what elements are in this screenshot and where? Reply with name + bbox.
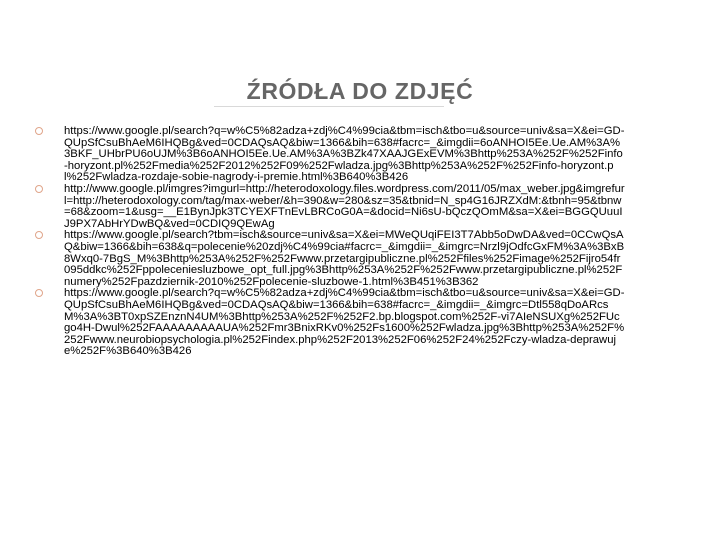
list-item <box>35 288 625 358</box>
source-link-list <box>35 126 625 358</box>
source-link[interactable]: http://www.google.pl/imgres?imgurl=http://heterodoxology.files.wordpress.com/2011/05/max_weber.jpg&imgrefurl=http://heterodoxology.com/tag/max-weber/&h=390&w=280&sz=35&tbnid=N_sp4G16JRZXdM:&tbnh=95&tbnw=68&zoom=1&usg=__E1BynJpk3TCYEXFTnEvLBRCoG0A=&docid=Ni6sU-bQczQOmM&sa=X&ei=BGGQUuuIJ9PX7AbHrYDwBQ&ved=0CDIQ9QEwAg <box>64 182 625 230</box>
source-link[interactable]: https://www.google.pl/search?q=w%C5%82adza+zdj%C4%99cia&tbm=isch&tbo=u&source=univ&sa=X&ei=GD-QUpSfCsuBhAeM6IHQBg&ved=0CDAQsAQ&biw=1366&bih=638#facrc=_&imgdii=_&imgrc=Dtl558qDoARcsM%3A%3BT0xpSZEnznN4UM%3Bhttp%253A%252F%252F2.bp.blogspot.com%252F-vi7AIeNSUXg%252FUcgo4H-Dwul%252FAAAAAAAAAUA%252Fmr3BnixRKv0%252Fs1600%252Fwladza.jpg%3Bhttp%253A%252F%252Fwww.neurobiopsychologia.pl%252Findex.php%252F2013%252F06%252F24%252Fczy-wladza-deprawuje%252F%3B640%3B426 <box>64 287 625 358</box>
circle-bullet-icon <box>35 231 43 239</box>
list-item <box>35 184 625 230</box>
list-item <box>35 230 625 288</box>
circle-bullet-icon <box>35 289 43 297</box>
source-link[interactable]: https://www.google.pl/search?q=w%C5%82adza+zdj%C4%99cia&tbm=isch&tbo=u&source=univ&sa=X&ei=GD-QUpSfCsuBhAeM6IHQBg&ved=0CDAQsAQ&biw=1366&bih=638#facrc=_&imgdii=6oANHOI5Ee.Ue.AM%3A%3BKF_UHbrPU6oUJM%3B6oANHOI5Ee.Ue.AM%3A%3BZk47XAAJGExEVM%3Bhttp%253A%252F%252Finfo-horyzont.pl%252Fmedia%252F2012%252F09%252Fwladza.jpg%3Bhttp%253A%252F%252Finfo-horyzont.pl%252Fwladza-rozdaje-sobie-nagrody-i-premie.html%3B640%3B426 <box>64 125 625 184</box>
source-link[interactable]: https://www.google.pl/search?tbm=isch&source=univ&sa=X&ei=MWeQUqiFEI3T7Abb5oDwDA&ved=0CCwQsAQ&biw=1366&bih=638&q=polecenie%20zdj%C4%99cia#facrc=_&imgdii=_&imgrc=Nrzl9jOdfcGxFM%3A%3BxB8Wxq0-7BgS_M%3Bhttp%253A%252F%252Fwww.przetargipubliczne.pl%252Ffiles%252Fimage%252Fijro54fr095ddkc%252Fppoleceniesluzbowe_opt_full.jpg%3Bhttp%253A%252F%252Fwww.przetargipubliczne.pl%252Fnumery%252Fpazdziernik-2010%252Fpolecenie-sluzbowe-1.html%3B451%3B362 <box>64 229 625 288</box>
title-divider <box>214 106 444 107</box>
list-item <box>35 126 625 184</box>
circle-bullet-icon <box>35 185 43 193</box>
circle-bullet-icon <box>35 127 43 135</box>
page-title: ŹRÓDŁA DO ZDJĘĆ <box>246 78 474 104</box>
